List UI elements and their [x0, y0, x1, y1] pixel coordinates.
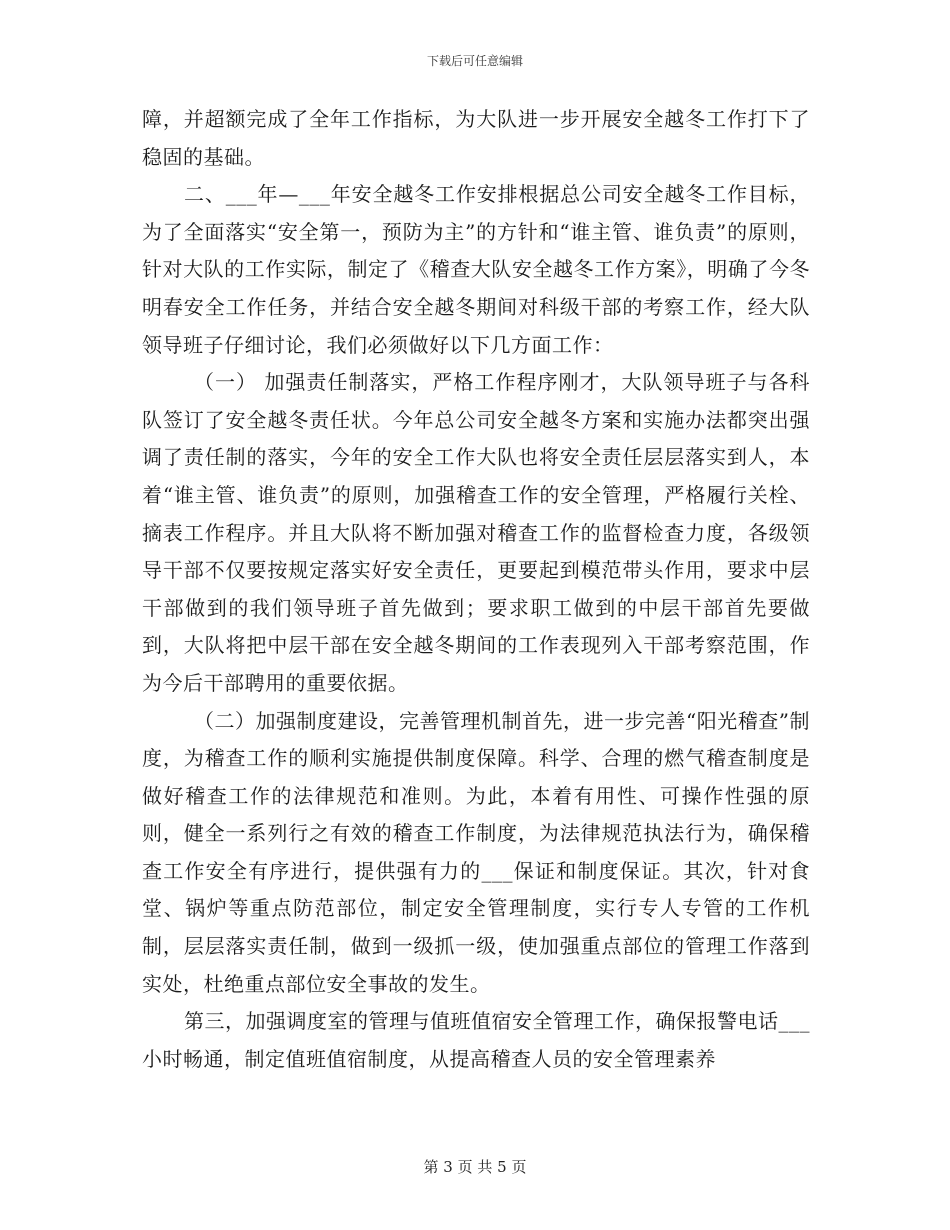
paragraph-continuation: 障，并超额完成了全年工作指标，为大队进一步开展安全越冬工作打下了稳固的基础。 [142, 107, 810, 169]
paragraph-item-two: （二）加强制度建设，完善管理机制首先，进一步完善“阳光稽查”制度，为稽查工作的顺利实施提供制度保障。科学、合理的燃气稽查制度是做好稽查工作的法律规范和准则。为此，本着有用性、可操作性强的原则，健全一系列行之有效的稽查工作制度，为法律规范执法行为，确保稽查工作安全有序进行，提供强有力的___保证和制度保证。其次，针对食堂、锅炉等重点防范部位，制定安全管理制度，实行专人专管的工作机制，层层落实责任制，做到一级抓一级，使加强重点部位的管理工作落到实处，杜绝重点部位安全事故的发生。 [142, 708, 810, 996]
paragraph-item-one: （一） 加强责任制落实，严格工作程序刚才，大队领导班子与各科队签订了安全越冬责任状。今年总公司安全越冬方案和实施办法都突出强调了责任制的落实，今年的安全工作大队也将安全责任层层落实到人，本着“谁主管、谁负责”的原则，加强稽查工作的安全管理，严格履行关栓、摘表工作程序。并且大队将不断加强对稽查工作的监督检查力度，各级领导干部不仅要按规定落实好安全责任，更要起到模范带头作用，要求中层干部做到的我们领导班子首先做到；要求职工做到的中层干部首先要做到，大队将把中层干部在安全越冬期间的工作表现列入干部考察范围，作为今后干部聘用的重要依据。 [142, 370, 810, 695]
paragraph-item-three: 第三，加强调度室的管理与值班值宿安全管理工作，确保报警电话___小时畅通，制定值班值宿制度，从提高稽查人员的安全管理素养 [142, 1009, 810, 1071]
document-body [142, 101, 810, 1078]
page-header: 下载后可任意编辑 [426, 54, 523, 68]
page-number: 第 3 页 共 5 页 [423, 1158, 527, 1176]
paragraph-section-two: 二、___年—___年安全越冬工作安排根据总公司安全越冬工作目标，为了全面落实“安全第一，预防为主”的方针和“谁主管、谁负责”的原则，针对大队的工作实际，制定了《稽查大队安全越冬工作方案》，明确了今冬明春安全工作任务，并结合安全越冬期间对科级干部的考察工作，经大队领导班子仔细讨论，我们必须做好以下几方面工作： [142, 182, 810, 357]
